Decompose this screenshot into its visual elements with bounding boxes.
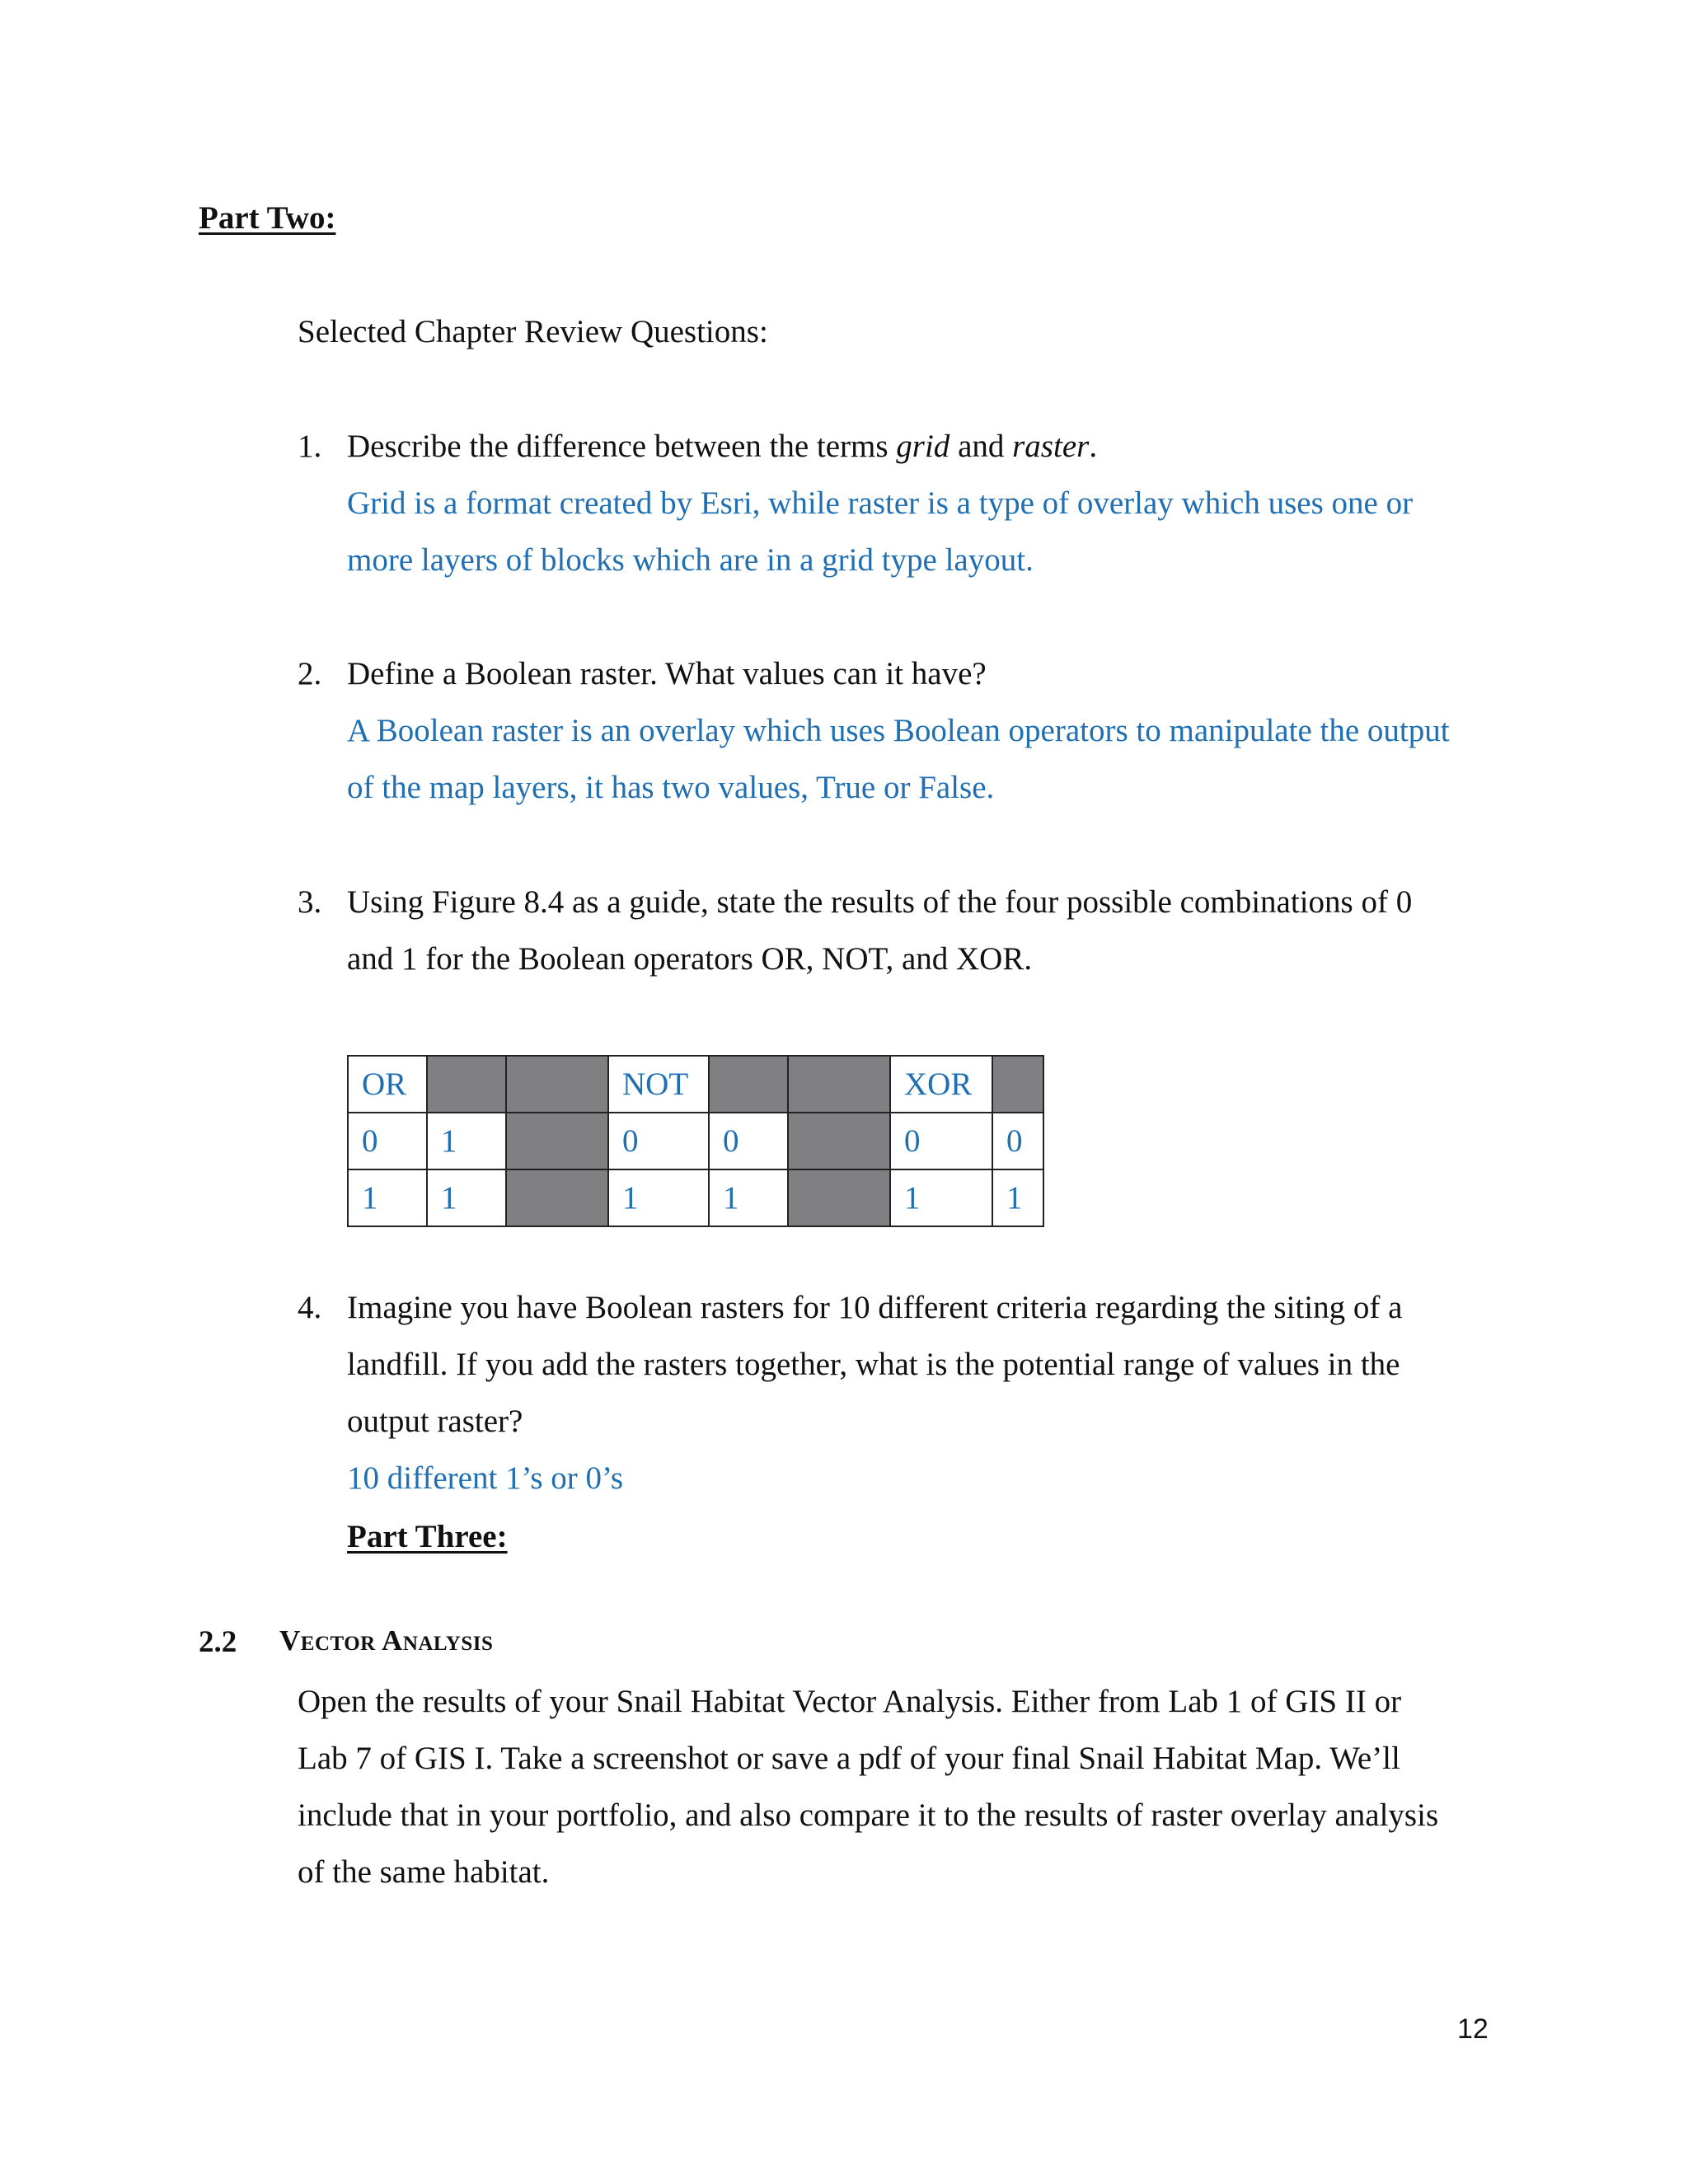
table-cell: 1: [427, 1113, 506, 1169]
table-cell: 0: [709, 1113, 788, 1169]
section-number: 2.2: [199, 1625, 237, 1659]
section-paragraph-line-2: Lab 7 of GIS I. Take a screenshot or save a pdf of your final Snail Habitat Map. We’ll: [298, 1741, 1400, 1776]
part-two-heading: Part Two:: [199, 200, 336, 236]
answer-4: 10 different 1’s or 0’s: [347, 1460, 624, 1496]
header-or: OR: [348, 1056, 427, 1113]
question-2-number: 2.: [298, 656, 322, 691]
shaded-cell: [788, 1056, 890, 1113]
table-row: [348, 1169, 1043, 1226]
table-header-row: [348, 1056, 1043, 1113]
table-cell: 1: [709, 1169, 788, 1226]
shaded-cell: [506, 1113, 608, 1169]
table-cell: 0: [348, 1113, 427, 1169]
shaded-cell: [788, 1113, 890, 1169]
shaded-cell: [506, 1056, 608, 1113]
shaded-cell: [709, 1056, 788, 1113]
answer-1-line-2: more layers of blocks which are in a grid type layout.: [347, 542, 1034, 578]
boolean-operator-table: [347, 1055, 1044, 1227]
question-4-line-1: Imagine you have Boolean rasters for 10 different criteria regarding the siting of a: [347, 1290, 1403, 1325]
shaded-cell: [788, 1169, 890, 1226]
header-xor: XOR: [890, 1056, 992, 1113]
section-title: Vector Analysis: [279, 1624, 494, 1657]
term-grid: grid: [896, 429, 950, 464]
term-raster: raster: [1012, 429, 1090, 464]
table-cell: 0: [890, 1113, 992, 1169]
table-cell: 1: [348, 1169, 427, 1226]
header-not: NOT: [608, 1056, 709, 1113]
answer-2-line-2: of the map layers, it has two values, True or False.: [347, 770, 995, 805]
question-2-text: Define a Boolean raster. What values can it have?: [347, 656, 987, 691]
table-cell: 0: [608, 1113, 709, 1169]
answer-2-line-1: A Boolean raster is an overlay which uses Boolean operators to manipulate the output: [347, 713, 1450, 748]
table-cell: 1: [608, 1169, 709, 1226]
part-three-heading: Part Three:: [347, 1519, 508, 1554]
table-cell: 1: [427, 1169, 506, 1226]
question-4-number: 4.: [298, 1290, 322, 1325]
table-cell: 1: [992, 1169, 1043, 1226]
table-row: [348, 1113, 1043, 1169]
answer-1-line-1: Grid is a format created by Esri, while raster is a type of overlay which uses one or: [347, 485, 1414, 521]
question-1-text-part: .: [1089, 429, 1098, 464]
shaded-cell: [992, 1056, 1043, 1113]
question-1-number: 1.: [298, 429, 322, 464]
table-cell: 0: [992, 1113, 1043, 1169]
section-paragraph-line-1: Open the results of your Snail Habitat Vector Analysis. Either from Lab 1 of GIS II or: [298, 1684, 1402, 1719]
shaded-cell: [427, 1056, 506, 1113]
review-questions-intro: Selected Chapter Review Questions:: [298, 314, 768, 349]
question-3-number: 3.: [298, 884, 322, 920]
question-1-text-part: and: [950, 429, 1013, 464]
question-4-line-2: landfill. If you add the rasters together, what is the potential range of values in the: [347, 1347, 1400, 1382]
page-number: 12: [1457, 2013, 1489, 2045]
question-3-line-1: Using Figure 8.4 as a guide, state the results of the four possible combinations of 0: [347, 884, 1413, 920]
question-1-text-part: Describe the difference between the terms: [347, 429, 897, 464]
question-1-text: [347, 425, 1097, 468]
question-3-line-2: and 1 for the Boolean operators OR, NOT, and XOR.: [347, 941, 1033, 977]
table-cell: 1: [890, 1169, 992, 1226]
question-4-line-3: output raster?: [347, 1404, 523, 1439]
shaded-cell: [506, 1169, 608, 1226]
section-paragraph-line-4: of the same habitat.: [298, 1854, 550, 1890]
section-paragraph-line-3: include that in your portfolio, and also compare it to the results of raster overlay analysis: [298, 1797, 1439, 1833]
